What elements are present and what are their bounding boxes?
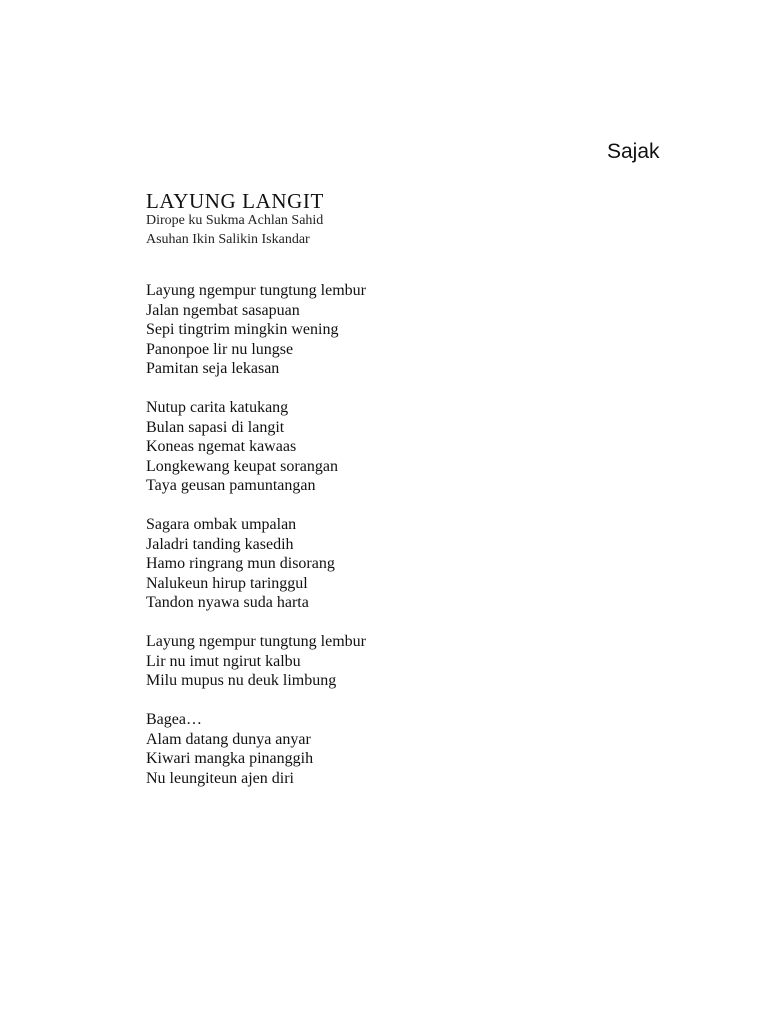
poem-credit-guide: Asuhan Ikin Salikin Iskandar <box>146 232 310 247</box>
poem-line: Taya geusan pamuntangan <box>146 477 316 494</box>
stanza-4 <box>146 632 366 691</box>
poem-line: Sepi tingtrim mingkin wening <box>146 321 339 338</box>
poem-line: Milu mupus nu deuk limbung <box>146 672 337 689</box>
poem-line: Koneas ngemat kawaas <box>146 438 297 455</box>
poem-body <box>146 281 366 808</box>
poem-line: Tandon nyawa suda harta <box>146 594 309 611</box>
poem-line: Bagea… <box>146 711 202 728</box>
poem-line: Jalan ngembat sasapuan <box>146 301 300 319</box>
poem-line: Nu leungiteun ajen diri <box>146 769 294 787</box>
poem-line: Bulan sapasi di langit <box>146 418 285 436</box>
stanza-3 <box>146 515 366 613</box>
poem-line: Nalukeun hirup taringgul <box>146 574 308 592</box>
poem-line: Lir nu imut ngirut kalbu <box>146 652 301 670</box>
poem-line: Pamitan seja lekasan <box>146 360 280 377</box>
stanza-5 <box>146 710 366 788</box>
poem-line: Nutup carita katukang <box>146 399 289 416</box>
poem-line: Longkewang keupat sorangan <box>146 457 338 475</box>
poem-line: Panonpoe lir nu lungse <box>146 340 294 358</box>
poem-credit-author: Dirope ku Sukma Achlan Sahid <box>146 213 324 228</box>
poem-line: Layung ngempur tungtung lembur <box>146 633 366 650</box>
poem-line: Layung ngempur tungtung lembur <box>146 282 366 299</box>
poem-title: LAYUNG LANGIT <box>146 189 324 213</box>
poem-line: Hamo ringrang mun disorang <box>146 555 335 572</box>
stanza-2 <box>146 398 366 496</box>
poem-line: Jaladri tanding kasedih <box>146 535 294 553</box>
category-label: Sajak <box>607 140 660 163</box>
poem-line: Sagara ombak umpalan <box>146 516 297 533</box>
stanza-1 <box>146 281 366 379</box>
poem-line: Alam datang dunya anyar <box>146 730 311 748</box>
poem-line: Kiwari mangka pinanggih <box>146 750 314 767</box>
